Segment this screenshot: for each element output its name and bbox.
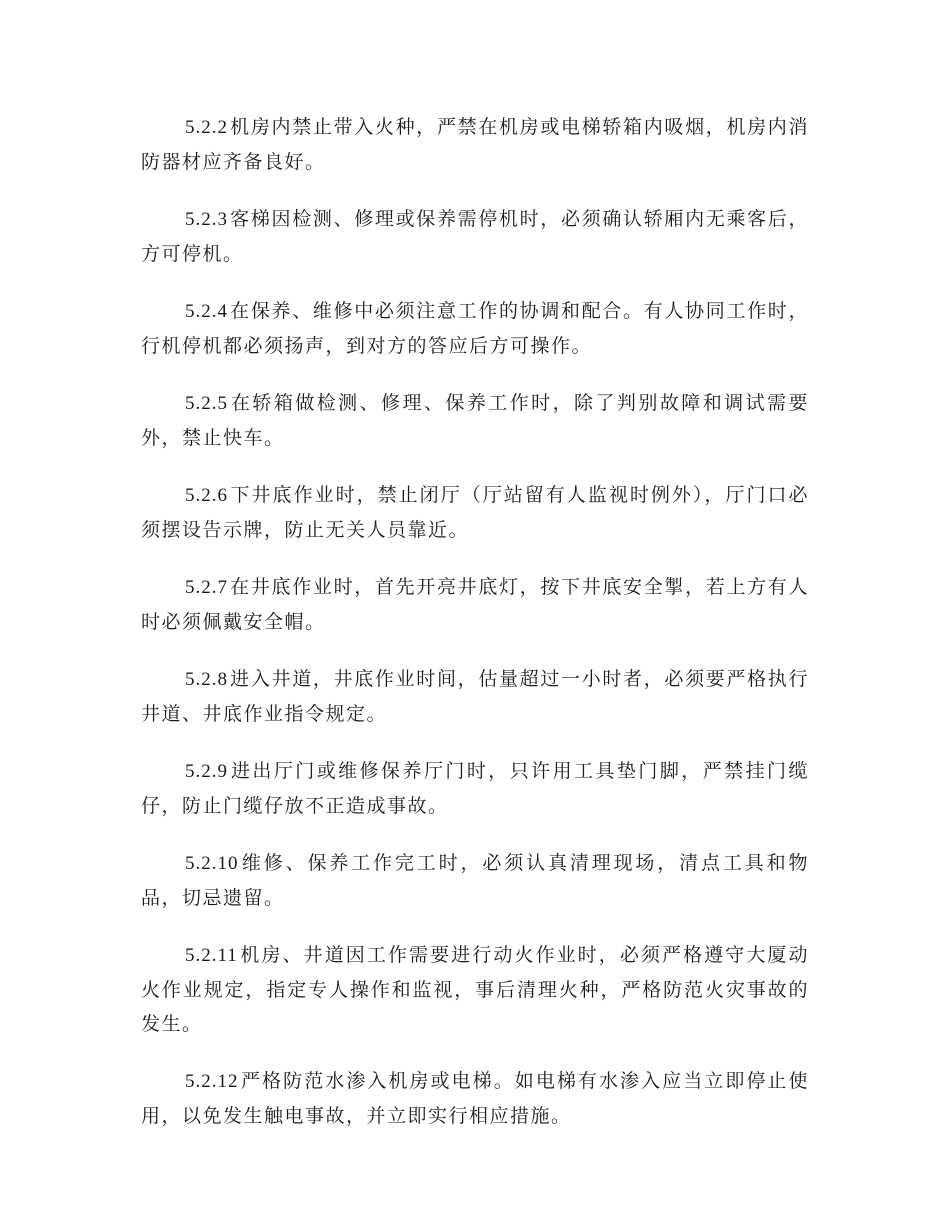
paragraph-5-2-8 <box>141 662 809 731</box>
paragraph-5-2-5 <box>141 386 809 455</box>
clause-text: 机房内禁止带入火种，严禁在机房或电梯轿箱内吸烟，机房内消防器材应齐备良好。 <box>141 116 809 173</box>
clause-number: 5.2.5 <box>185 393 228 414</box>
clause-text: 维修、保养工作完工时，必须认真清理现场，清点工具和物品，切忌遗留。 <box>141 852 809 909</box>
clause-text: 机房、井道因工作需要进行动火作业时，必须严格遵守大厦动火作业规定，指定专人操作和监视，事后清理火种，严格防范火灾事故的发生。 <box>141 944 809 1035</box>
clause-text: 在保养、维修中必须注意工作的协调和配合。有人协同工作时，行机停机都必须扬声，到对方的答应后方可操作。 <box>141 300 809 357</box>
paragraph-5-2-6 <box>141 478 809 547</box>
paragraph-5-2-4 <box>141 294 809 363</box>
clause-number: 5.2.4 <box>185 301 228 322</box>
clause-number: 5.2.7 <box>185 577 228 598</box>
clause-text: 在轿箱做检测、修理、保养工作时，除了判别故障和调试需要外，禁止快车。 <box>141 392 809 449</box>
clause-text: 客梯因检测、修理或保养需停机时，必须确认轿厢内无乘客后，方可停机。 <box>141 208 809 265</box>
clause-text: 下井底作业时，禁止闭厅（厅站留有人监视时例外），厅门口必须摆设告示牌，防止无关人员靠近。 <box>141 484 809 541</box>
clause-number: 5.2.9 <box>185 761 228 782</box>
document-body <box>141 110 809 1156</box>
paragraph-5-2-7 <box>141 570 809 639</box>
clause-text: 严格防范水渗入机房或电梯。如电梯有水渗入应当立即停止使用，以免发生触电事故，并立即实行相应措施。 <box>141 1070 809 1127</box>
clause-number: 5.2.8 <box>185 669 228 690</box>
paragraph-5-2-11 <box>141 938 809 1041</box>
clause-number: 5.2.12 <box>185 1071 239 1092</box>
clause-text: 进出厅门或维修保养厅门时，只许用工具垫门脚，严禁挂门缆仔，防止门缆仔放不正造成事故。 <box>141 760 809 817</box>
clause-number: 5.2.2 <box>185 117 228 138</box>
paragraph-5-2-3 <box>141 202 809 271</box>
clause-number: 5.2.3 <box>185 209 228 230</box>
clause-text: 在井底作业时，首先开亮井底灯，按下井底安全掣，若上方有人时必须佩戴安全帽。 <box>141 576 809 633</box>
clause-number: 5.2.10 <box>185 853 239 874</box>
paragraph-5-2-12 <box>141 1064 809 1133</box>
paragraph-5-2-2 <box>141 110 809 179</box>
clause-text: 进入井道，井底作业时间，估量超过一小时者，必须要严格执行井道、井底作业指令规定。 <box>141 668 809 725</box>
clause-number: 5.2.6 <box>185 485 228 506</box>
clause-number: 5.2.11 <box>185 945 238 966</box>
paragraph-5-2-10 <box>141 846 809 915</box>
paragraph-5-2-9 <box>141 754 809 823</box>
